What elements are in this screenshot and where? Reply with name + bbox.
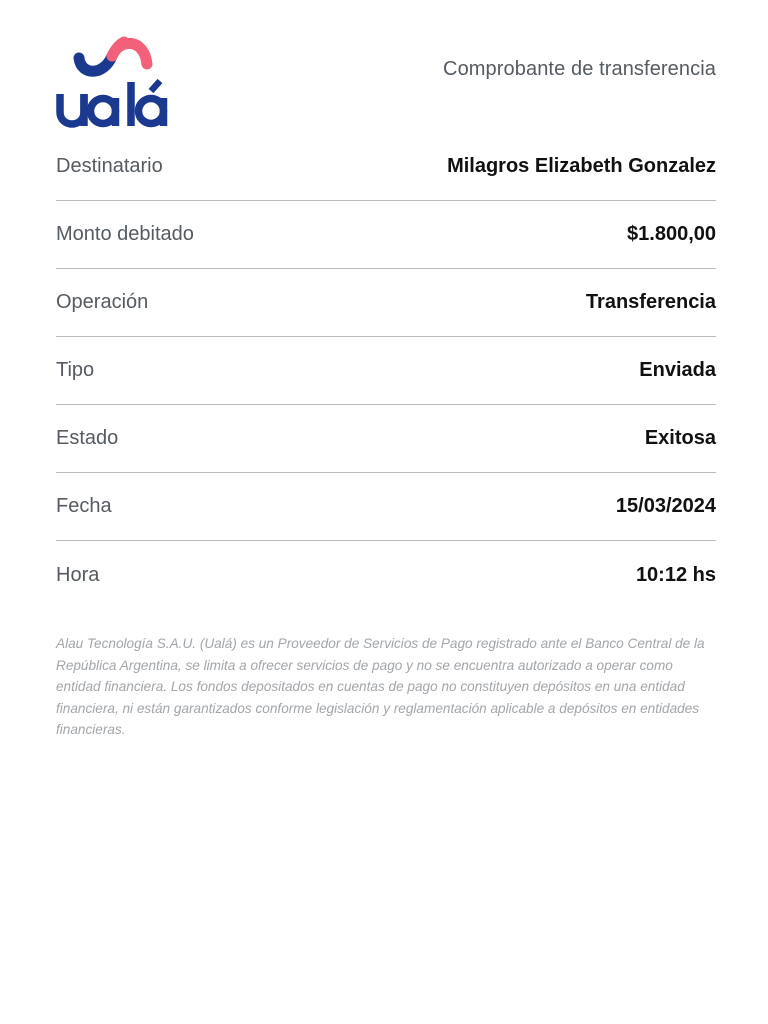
uala-logo-mark [54,36,176,132]
row-hora [56,541,716,609]
row-label: Operación [56,291,149,313]
row-value: 10:12 hs [635,563,716,586]
row-label: Destinatario [56,155,163,177]
row-monto-debitado [56,201,716,269]
row-estado [56,405,716,473]
row-value: $1.800,00 [627,223,716,245]
row-label: Hora [56,563,100,586]
row-tipo [56,337,716,405]
row-label: Monto debitado [56,223,194,245]
page-title: Comprobante de transferencia [443,58,716,80]
row-value: Milagros Elizabeth Gonzalez [447,155,716,177]
row-value: Transferencia [585,291,716,313]
row-value: 15/03/2024 [615,495,716,517]
legal-disclaimer: Alau Tecnología S.A.U. (Ualá) es un Proveedor de Servicios de Pago registrado ante el Banco Central de la República Argentina, se limita a ofrecer servicios de pago y no se encuentra autorizado a operar como entidad financiera. Los fondos depositados en cuentas de pago no constituyen depósitos en una entidad financiera, ni están garantizados conforme legislación y reglamentación aplicable a depósitos en entidades financieras. [56,636,705,738]
uala-logo [54,36,176,132]
row-label: Estado [56,427,119,449]
receipt-details [56,133,716,609]
row-operacion [56,269,716,337]
row-fecha [56,473,716,541]
row-value: Enviada [639,359,716,381]
row-label: Tipo [56,359,95,381]
row-destinatario [56,133,716,201]
status-badge: Exitosa [644,427,716,449]
row-label: Fecha [56,495,112,517]
